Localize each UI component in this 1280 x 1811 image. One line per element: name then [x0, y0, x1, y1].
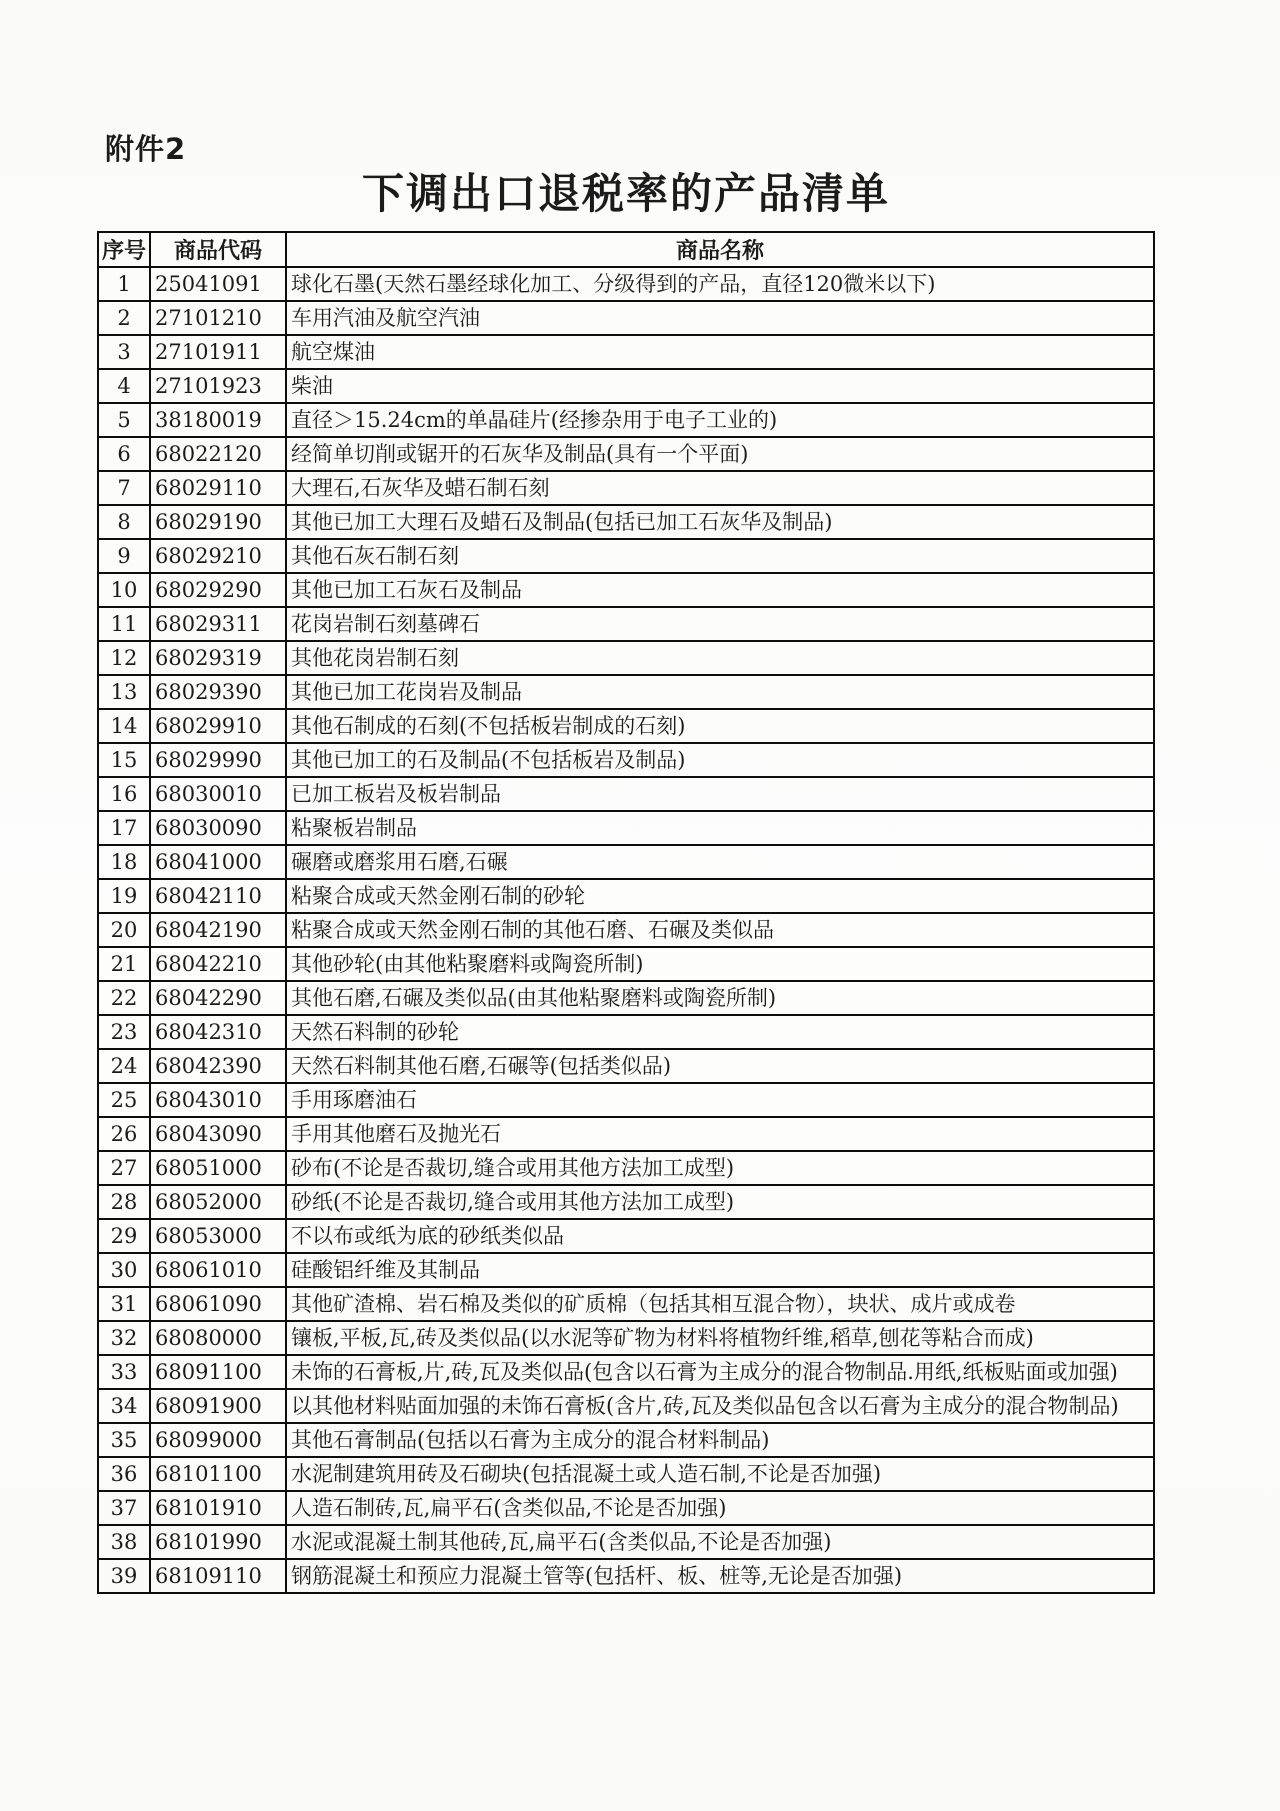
- cell-serial-number: 13: [98, 675, 150, 709]
- cell-product-name: 手用琢磨油石: [286, 1083, 1154, 1117]
- table-body: [98, 267, 1154, 1593]
- cell-product-name: 粘聚板岩制品: [286, 811, 1154, 845]
- table-row: [98, 1423, 1154, 1457]
- cell-product-name: 未饰的石膏板,片,砖,瓦及类似品(包含以石膏为主成分的混合物制品.用纸,纸板贴面或加强): [286, 1355, 1154, 1389]
- cell-serial-number: 27: [98, 1151, 150, 1185]
- cell-product-name: 经简单切削或锯开的石灰华及制品(具有一个平面): [286, 437, 1154, 471]
- cell-serial-number: 5: [98, 403, 150, 437]
- cell-product-name: 直径＞15.24cm的单晶硅片(经掺杂用于电子工业的): [286, 403, 1154, 437]
- cell-serial-number: 12: [98, 641, 150, 675]
- cell-product-name: 钢筋混凝土和预应力混凝土管等(包括杆、板、桩等,无论是否加强): [286, 1559, 1154, 1593]
- table-row: [98, 1355, 1154, 1389]
- cell-product-name: 砂布(不论是否裁切,缝合或用其他方法加工成型): [286, 1151, 1154, 1185]
- table-row: [98, 267, 1154, 301]
- header-serial-number: 序号: [98, 232, 150, 267]
- table-row: [98, 947, 1154, 981]
- cell-product-name: 粘聚合成或天然金刚石制的砂轮: [286, 879, 1154, 913]
- cell-product-code: 38180019: [150, 403, 286, 437]
- cell-product-code: 68029290: [150, 573, 286, 607]
- cell-product-name: 花岗岩制石刻墓碑石: [286, 607, 1154, 641]
- cell-product-name: 粘聚合成或天然金刚石制的其他石磨、石碾及类似品: [286, 913, 1154, 947]
- table-row: [98, 913, 1154, 947]
- cell-product-code: 68029210: [150, 539, 286, 573]
- cell-product-code: 68051000: [150, 1151, 286, 1185]
- cell-serial-number: 21: [98, 947, 150, 981]
- cell-serial-number: 8: [98, 505, 150, 539]
- cell-product-name: 天然石料制其他石磨,石碾等(包括类似品): [286, 1049, 1154, 1083]
- table-row: [98, 471, 1154, 505]
- cell-product-name: 其他石磨,石碾及类似品(由其他粘聚磨料或陶瓷所制): [286, 981, 1154, 1015]
- cell-serial-number: 32: [98, 1321, 150, 1355]
- cell-product-code: 68029910: [150, 709, 286, 743]
- cell-product-code: 68091100: [150, 1355, 286, 1389]
- cell-serial-number: 3: [98, 335, 150, 369]
- table-row: [98, 403, 1154, 437]
- cell-product-code: 68043090: [150, 1117, 286, 1151]
- cell-serial-number: 31: [98, 1287, 150, 1321]
- cell-serial-number: 6: [98, 437, 150, 471]
- cell-serial-number: 23: [98, 1015, 150, 1049]
- cell-product-code: 25041091: [150, 267, 286, 301]
- cell-product-name: 其他石制成的石刻(不包括板岩制成的石刻): [286, 709, 1154, 743]
- cell-product-name: 大理石,石灰华及蜡石制石刻: [286, 471, 1154, 505]
- table-row: [98, 607, 1154, 641]
- cell-product-code: 68053000: [150, 1219, 286, 1253]
- table-row: [98, 1457, 1154, 1491]
- cell-product-code: 68052000: [150, 1185, 286, 1219]
- cell-product-code: 68101910: [150, 1491, 286, 1525]
- table-row: [98, 1287, 1154, 1321]
- cell-product-name: 其他矿渣棉、岩石棉及类似的矿质棉（包括其相互混合物），块状、成片或成卷: [286, 1287, 1154, 1321]
- cell-product-name: 以其他材料贴面加强的未饰石膏板(含片,砖,瓦及类似品包含以石膏为主成分的混合物制品): [286, 1389, 1154, 1423]
- cell-product-code: 27101911: [150, 335, 286, 369]
- cell-serial-number: 30: [98, 1253, 150, 1287]
- cell-product-code: 68029990: [150, 743, 286, 777]
- cell-product-code: 68099000: [150, 1423, 286, 1457]
- cell-product-code: 68080000: [150, 1321, 286, 1355]
- cell-product-code: 68101990: [150, 1525, 286, 1559]
- cell-serial-number: 20: [98, 913, 150, 947]
- table-row: [98, 777, 1154, 811]
- table-row: [98, 1117, 1154, 1151]
- table-row: [98, 1389, 1154, 1423]
- cell-serial-number: 15: [98, 743, 150, 777]
- cell-product-code: 27101923: [150, 369, 286, 403]
- table-row: [98, 369, 1154, 403]
- cell-product-name: 其他砂轮(由其他粘聚磨料或陶瓷所制): [286, 947, 1154, 981]
- table-row: [98, 641, 1154, 675]
- cell-serial-number: 33: [98, 1355, 150, 1389]
- table-row: [98, 539, 1154, 573]
- cell-product-name: 镶板,平板,瓦,砖及类似品(以水泥等矿物为材料将植物纤维,稻草,刨花等粘合而成): [286, 1321, 1154, 1355]
- cell-serial-number: 38: [98, 1525, 150, 1559]
- cell-serial-number: 28: [98, 1185, 150, 1219]
- cell-product-name: 航空煤油: [286, 335, 1154, 369]
- table-row: [98, 1491, 1154, 1525]
- table-row: [98, 1525, 1154, 1559]
- cell-product-name: 其他已加工石灰石及制品: [286, 573, 1154, 607]
- table-row: [98, 573, 1154, 607]
- cell-product-code: 68042190: [150, 913, 286, 947]
- cell-serial-number: 36: [98, 1457, 150, 1491]
- cell-product-code: 68061090: [150, 1287, 286, 1321]
- cell-product-name: 其他石灰石制石刻: [286, 539, 1154, 573]
- cell-serial-number: 35: [98, 1423, 150, 1457]
- table-row: [98, 879, 1154, 913]
- table-row: [98, 1219, 1154, 1253]
- table-row: [98, 743, 1154, 777]
- product-table: [97, 231, 1155, 1594]
- cell-product-name: 碾磨或磨浆用石磨,石碾: [286, 845, 1154, 879]
- cell-product-code: 68029311: [150, 607, 286, 641]
- cell-product-name: 其他花岗岩制石刻: [286, 641, 1154, 675]
- cell-product-name: 不以布或纸为底的砂纸类似品: [286, 1219, 1154, 1253]
- cell-serial-number: 14: [98, 709, 150, 743]
- header-product-name: 商品名称: [286, 232, 1154, 267]
- cell-product-name: 其他已加工花岗岩及制品: [286, 675, 1154, 709]
- table-row: [98, 981, 1154, 1015]
- cell-serial-number: 34: [98, 1389, 150, 1423]
- cell-serial-number: 16: [98, 777, 150, 811]
- cell-product-code: 68041000: [150, 845, 286, 879]
- cell-product-name: 硅酸铝纤维及其制品: [286, 1253, 1154, 1287]
- cell-serial-number: 18: [98, 845, 150, 879]
- cell-serial-number: 9: [98, 539, 150, 573]
- cell-product-name: 其他已加工的石及制品(不包括板岩及制品): [286, 743, 1154, 777]
- cell-product-name: 水泥或混凝土制其他砖,瓦,扁平石(含类似品,不论是否加强): [286, 1525, 1154, 1559]
- table-row: [98, 437, 1154, 471]
- attachment-label: 附件2: [105, 132, 187, 166]
- table-row: [98, 1049, 1154, 1083]
- cell-product-code: 68030090: [150, 811, 286, 845]
- cell-serial-number: 22: [98, 981, 150, 1015]
- cell-product-name: 其他石膏制品(包括以石膏为主成分的混合材料制品): [286, 1423, 1154, 1457]
- cell-product-name: 其他已加工大理石及蜡石及制品(包括已加工石灰华及制品): [286, 505, 1154, 539]
- cell-product-code: 68043010: [150, 1083, 286, 1117]
- header-product-code: 商品代码: [150, 232, 286, 267]
- cell-product-name: 车用汽油及航空汽油: [286, 301, 1154, 335]
- cell-serial-number: 17: [98, 811, 150, 845]
- cell-serial-number: 25: [98, 1083, 150, 1117]
- cell-product-code: 68029190: [150, 505, 286, 539]
- table-header-row: [98, 232, 1154, 267]
- table-row: [98, 301, 1154, 335]
- cell-product-code: 27101210: [150, 301, 286, 335]
- cell-serial-number: 1: [98, 267, 150, 301]
- cell-serial-number: 10: [98, 573, 150, 607]
- cell-serial-number: 19: [98, 879, 150, 913]
- table-row: [98, 709, 1154, 743]
- cell-serial-number: 39: [98, 1559, 150, 1593]
- cell-serial-number: 2: [98, 301, 150, 335]
- table-row: [98, 505, 1154, 539]
- cell-product-code: 68091900: [150, 1389, 286, 1423]
- table-row: [98, 811, 1154, 845]
- cell-product-code: 68042210: [150, 947, 286, 981]
- cell-serial-number: 24: [98, 1049, 150, 1083]
- page-title: 下调出口退税率的产品清单: [361, 168, 890, 218]
- cell-serial-number: 37: [98, 1491, 150, 1525]
- table-row: [98, 1083, 1154, 1117]
- table-row: [98, 1321, 1154, 1355]
- cell-product-name: 柴油: [286, 369, 1154, 403]
- cell-product-code: 68042110: [150, 879, 286, 913]
- cell-serial-number: 11: [98, 607, 150, 641]
- cell-product-name: 手用其他磨石及抛光石: [286, 1117, 1154, 1151]
- cell-product-name: 砂纸(不论是否裁切,缝合或用其他方法加工成型): [286, 1185, 1154, 1219]
- cell-product-code: 68042290: [150, 981, 286, 1015]
- table-row: [98, 1185, 1154, 1219]
- table-row: [98, 1253, 1154, 1287]
- cell-product-code: 68029319: [150, 641, 286, 675]
- table-row: [98, 675, 1154, 709]
- cell-product-code: 68029110: [150, 471, 286, 505]
- cell-product-name: 球化石墨(天然石墨经球化加工、分级得到的产品，直径120微米以下): [286, 267, 1154, 301]
- cell-product-name: 天然石料制的砂轮: [286, 1015, 1154, 1049]
- table-row: [98, 335, 1154, 369]
- cell-product-code: 68101100: [150, 1457, 286, 1491]
- cell-product-code: 68029390: [150, 675, 286, 709]
- cell-serial-number: 29: [98, 1219, 150, 1253]
- cell-product-code: 68042310: [150, 1015, 286, 1049]
- cell-product-name: 人造石制砖,瓦,扁平石(含类似品,不论是否加强): [286, 1491, 1154, 1525]
- cell-product-code: 68061010: [150, 1253, 286, 1287]
- cell-product-name: 已加工板岩及板岩制品: [286, 777, 1154, 811]
- cell-serial-number: 26: [98, 1117, 150, 1151]
- cell-product-code: 68042390: [150, 1049, 286, 1083]
- table-row: [98, 1151, 1154, 1185]
- table-row: [98, 1015, 1154, 1049]
- table-row: [98, 1559, 1154, 1593]
- cell-product-code: 68030010: [150, 777, 286, 811]
- cell-product-code: 68109110: [150, 1559, 286, 1593]
- cell-product-name: 水泥制建筑用砖及石砌块(包括混凝土或人造石制,不论是否加强): [286, 1457, 1154, 1491]
- cell-product-code: 68022120: [150, 437, 286, 471]
- table-row: [98, 845, 1154, 879]
- cell-serial-number: 7: [98, 471, 150, 505]
- cell-serial-number: 4: [98, 369, 150, 403]
